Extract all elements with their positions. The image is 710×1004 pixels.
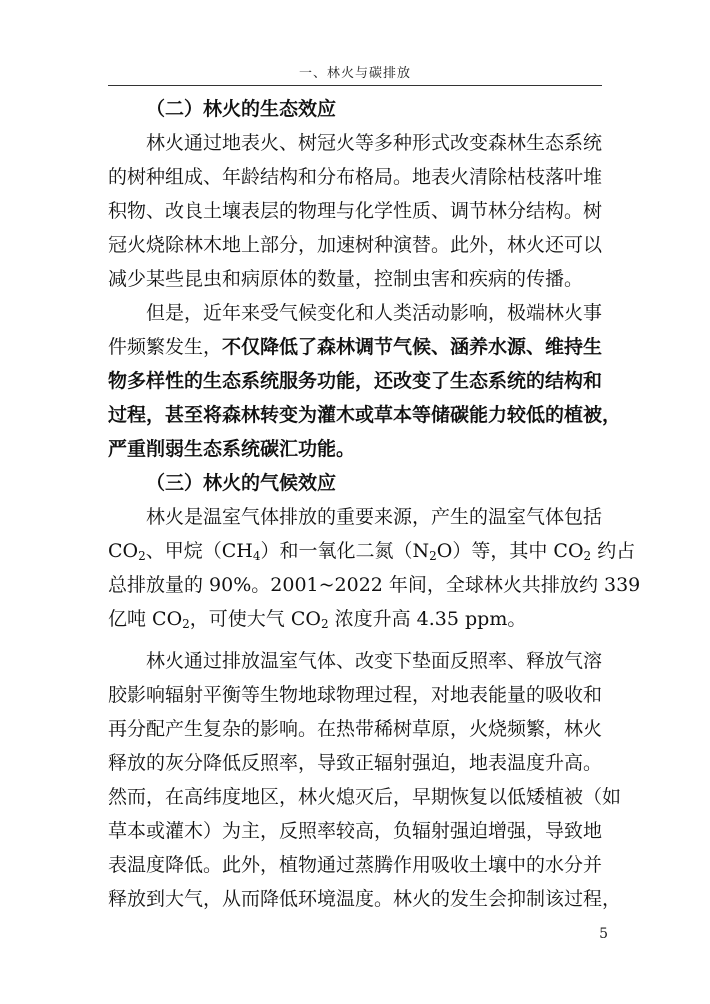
text-line-bold: 严重削弱生态系统碳汇功能。 [108, 438, 356, 460]
header-rule [108, 85, 602, 86]
text-normal: 件频繁发生， [108, 336, 223, 358]
text-line-formula [108, 534, 636, 568]
text-line: 然而，在高纬度地区，林火熄灭后，早期恢复以低矮植被（如 [108, 786, 622, 808]
page-number: 5 [599, 926, 608, 942]
paragraph-3 [108, 500, 641, 636]
page-body [108, 92, 641, 916]
text-span: 、甲烷（CH [145, 540, 253, 562]
subscript: 2 [138, 549, 146, 563]
text-line: 的树种组成、年龄结构和分布格局。地表火清除枯枝落叶堆 [108, 166, 603, 188]
text-line: 林火通过排放温室气体、改变下垫面反照率、释放气溶 [146, 650, 603, 672]
text-span: O）等，其中 CO [436, 540, 584, 562]
text-line: 但是，近年来受气候变化和人类活动影响，极端林火事 [146, 302, 603, 324]
text-line: 草本或灌木）为主，反照率较高，负辐射强迫增强，导致地 [108, 820, 603, 842]
text-line-formula [108, 602, 602, 636]
paragraph-4 [108, 644, 622, 916]
section-heading-3: （三）林火的气候效应 [146, 472, 337, 494]
text-span: 约占 [591, 540, 636, 562]
text-line-bold: 物多样性的生态系统服务功能，还改变了生态系统的结构和 [108, 370, 603, 392]
text-span: ，可使大气 CO [189, 608, 321, 630]
text-line: 减少某些昆虫和病原体的数量，控制虫害和疾病的传播。 [108, 268, 584, 290]
text-line: 释放到大气，从而降低环境温度。林火的发生会抑制该过程， [108, 888, 622, 910]
subscript: 2 [583, 549, 592, 563]
running-header: 一、林火与碳排放 [298, 66, 411, 81]
text-line: 再分配产生复杂的影响。在热带稀树草原，火烧频繁，林火 [108, 718, 603, 740]
text-line [108, 330, 602, 364]
subscript: 4 [252, 549, 261, 563]
text-line: 冠火烧除林木地上部分，加速树种演替。此外，林火还可以 [108, 234, 603, 256]
text-bold: 不仅降低了森林调节气候、涵养水源、维持生 [222, 336, 603, 358]
subscript: 2 [182, 617, 190, 631]
text-line: 释放的灰分降低反照率，导致正辐射强迫，地表温度升高。 [108, 752, 603, 774]
paragraph-2 [108, 296, 622, 466]
text-line: 林火是温室气体排放的重要来源，产生的温室气体包括 [146, 506, 603, 528]
text-line: 胶影响辐射平衡等生物地球物理过程，对地表能量的吸收和 [108, 684, 603, 706]
text-line: 总排放量的 90%。2001~2022 年间，全球林火共排放约 339 [108, 574, 641, 596]
subscript: 2 [429, 549, 437, 563]
text-line: 积物、改良土壤表层的物理与化学性质、调节林分结构。树 [108, 200, 603, 222]
text-line-bold: 过程，甚至将森林转变为灌木或草本等储碳能力较低的植被， [108, 404, 622, 426]
paragraph-1 [108, 126, 602, 296]
subscript: 2 [320, 617, 329, 631]
text-span: ）和一氧化二氮（N [260, 540, 430, 562]
text-span: 亿吨 CO [108, 608, 183, 630]
text-line: 表温度降低。此外，植物通过蒸腾作用吸收土壤中的水分并 [108, 854, 603, 876]
text-span: CO [108, 540, 139, 562]
section-heading-2: （二）林火的生态效应 [146, 98, 337, 120]
text-line: 林火通过地表火、树冠火等多种形式改变森林生态系统 [146, 132, 603, 154]
text-span: 浓度升高 4.35 ppm。 [328, 608, 527, 630]
